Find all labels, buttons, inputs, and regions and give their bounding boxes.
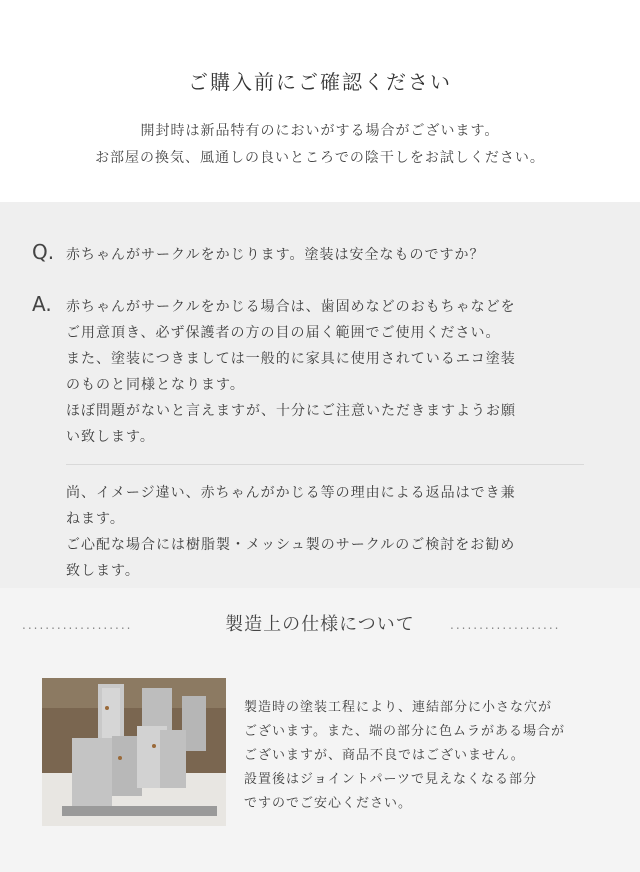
answer-line: ご用意頂き、必ず保護者の方の目の届く範囲でご使用ください。	[66, 325, 501, 341]
note-line: ご心配な場合には樹脂製・メッシュ製のサークルのご検討をお勧め	[66, 537, 516, 553]
spec-line: 製造時の塗装工程により、連結部分に小さな穴が	[244, 700, 553, 715]
answer-mark-label: A.	[32, 292, 52, 316]
spec-section	[0, 588, 640, 872]
answer-line: い致します。	[66, 429, 155, 445]
spec-line: 設置後はジョイントパーツで見えなくなる部分	[244, 772, 537, 787]
notice-line: お部屋の換気、風通しの良いところでの陰干しをお試しください。	[95, 150, 545, 166]
note-line: ねます。	[66, 511, 125, 527]
product-detail-photo	[42, 678, 226, 826]
note-line: 致します。	[66, 563, 140, 579]
dotted-divider-right: ...................	[450, 618, 561, 632]
answer-line: ほぼ問題がないと言えますが、十分にご注意いただきますようお願	[66, 403, 516, 419]
notice-section	[0, 0, 640, 202]
spec-title: 製造上の仕様について	[225, 614, 415, 635]
note-line: 尚、イメージ違い、赤ちゃんがかじる等の理由による返品はでき兼	[66, 485, 516, 501]
faq-section	[0, 202, 640, 588]
divider	[66, 464, 584, 465]
notice-title: ご購入前にご確認ください	[188, 70, 452, 94]
answer-line: のものと同様となります。	[66, 377, 245, 393]
question-mark-label: Q.	[32, 240, 55, 264]
answer-line: また、塗装につきましては一般的に家具に使用されているエコ塗装	[66, 351, 516, 367]
spec-line: ですのでご安心ください。	[244, 796, 413, 811]
spec-line: ございます。また、端の部分に色ムラがある場合が	[244, 724, 565, 739]
spec-line: ございますが、商品不良ではございません。	[244, 748, 525, 763]
answer-line: 赤ちゃんがサークルをかじる場合は、歯固めなどのおもちゃなどを	[66, 299, 516, 315]
dotted-divider-left: ...................	[22, 618, 133, 632]
question-text: 赤ちゃんがサークルをかじります。塗装は安全なものですか？	[66, 247, 485, 263]
notice-line: 開封時は新品特有のにおいがする場合がございます。	[140, 123, 500, 139]
